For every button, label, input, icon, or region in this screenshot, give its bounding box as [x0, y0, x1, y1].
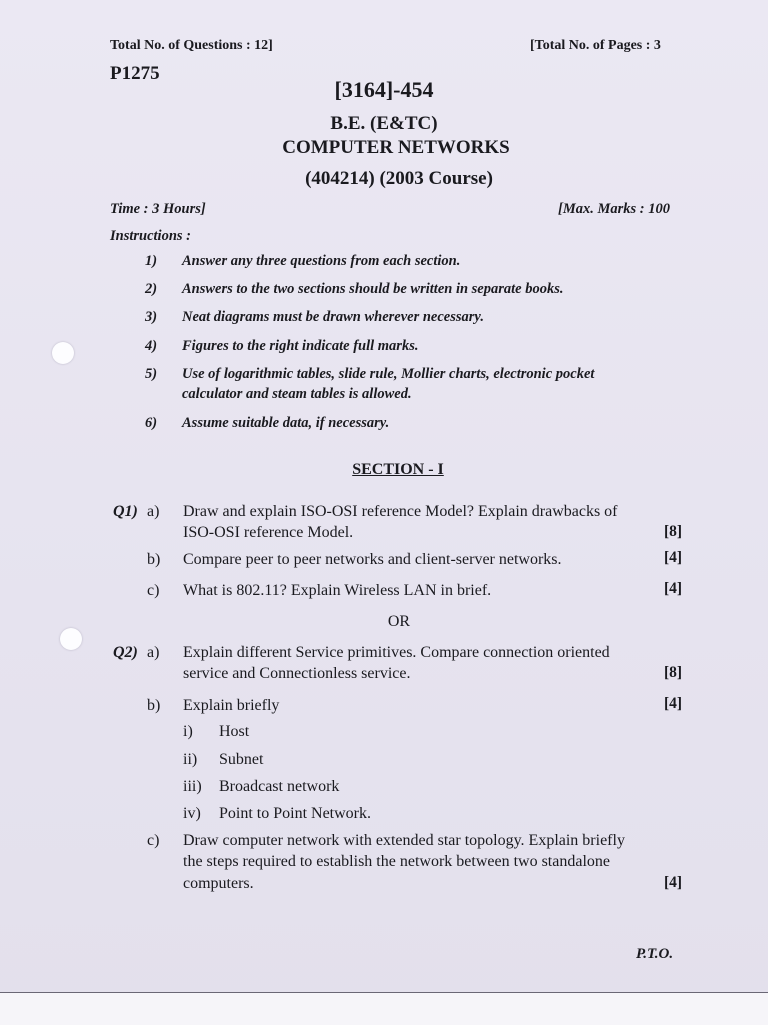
or-separator: OR — [387, 613, 411, 630]
sub-item-num: iv) — [183, 805, 201, 822]
sub-item-text: Point to Point Network. — [219, 805, 372, 822]
q2-b-text: Explain briefly — [183, 697, 280, 714]
subject-title: COMPUTER NETWORKS — [282, 137, 510, 158]
course-title: (404214) (2003 Course) — [305, 168, 493, 189]
pto-label: P.T.O. — [636, 946, 674, 962]
instruction-num: 2) — [145, 281, 158, 297]
q2-a-text: service and Connectionless service. — [183, 665, 411, 682]
q2-a-marks: [8] — [664, 664, 683, 681]
instruction-text: Answer any three questions from each section. — [182, 253, 461, 269]
sub-item-text: Subnet — [219, 751, 264, 768]
q2-c-letter: c) — [147, 832, 160, 849]
q1-c-letter: c) — [147, 582, 160, 599]
scan-bottom-edge — [0, 992, 768, 1025]
time-limit: Time : 3 Hours] — [110, 201, 206, 217]
instruction-num: 5) — [145, 366, 158, 382]
paper-code: P1275 — [110, 63, 160, 84]
q1-a-letter: a) — [147, 503, 160, 520]
q1-label: Q1) — [113, 503, 138, 520]
sub-item-text: Host — [219, 723, 250, 740]
section-heading: SECTION - I — [352, 461, 444, 478]
q1-a-marks: [8] — [664, 523, 683, 540]
instruction-text: Figures to the right indicate full marks. — [182, 338, 419, 354]
q2-a-text: Explain different Service primitives. Compare connection oriented — [183, 644, 610, 661]
q1-b-marks: [4] — [664, 549, 683, 566]
q2-a-letter: a) — [147, 644, 160, 661]
q2-b-marks: [4] — [664, 695, 683, 712]
q2-c-text: computers. — [183, 875, 254, 892]
instruction-num: 6) — [145, 415, 158, 431]
total-pages: [Total No. of Pages : 3 — [530, 38, 661, 53]
q2-b-letter: b) — [147, 697, 161, 714]
total-questions: Total No. of Questions : 12] — [110, 38, 273, 53]
instruction-text: Use of logarithmic tables, slide rule, Mollier charts, electronic pocket — [182, 366, 595, 382]
punch-hole-top — [52, 342, 74, 364]
q1-c-marks: [4] — [664, 580, 683, 597]
q1-b-text: Compare peer to peer networks and client-server networks. — [183, 551, 562, 568]
instruction-text: Neat diagrams must be drawn wherever necessary. — [182, 309, 484, 325]
sub-item-num: iii) — [183, 778, 202, 795]
q1-c-text: What is 802.11? Explain Wireless LAN in brief. — [183, 582, 492, 599]
sub-item-num: ii) — [183, 751, 198, 768]
q2-c-text: Draw computer network with extended star topology. Explain briefly — [183, 832, 625, 849]
instructions-label: Instructions : — [110, 228, 191, 244]
q2-c-marks: [4] — [664, 874, 683, 891]
sub-item-num: i) — [183, 723, 193, 740]
sub-item-text: Broadcast network — [219, 778, 340, 795]
max-marks: [Max. Marks : 100 — [558, 201, 670, 217]
degree-title: B.E. (E&TC) — [330, 113, 438, 134]
instruction-num: 4) — [145, 338, 158, 354]
q1-b-letter: b) — [147, 551, 161, 568]
q1-a-text: Draw and explain ISO-OSI reference Model? Explain drawbacks of — [183, 503, 618, 520]
instruction-num: 3) — [145, 309, 158, 325]
instruction-text: Assume suitable data, if necessary. — [182, 415, 390, 431]
instruction-text: Answers to the two sections should be written in separate books. — [182, 281, 564, 297]
q2-label: Q2) — [113, 644, 138, 661]
exam-code: [3164]-454 — [334, 77, 434, 102]
instruction-text: calculator and steam tables is allowed. — [182, 386, 412, 402]
q2-c-text: the steps required to establish the network between two standalone — [183, 853, 610, 870]
q1-a-text: ISO-OSI reference Model. — [183, 524, 354, 541]
instruction-num: 1) — [145, 253, 158, 269]
